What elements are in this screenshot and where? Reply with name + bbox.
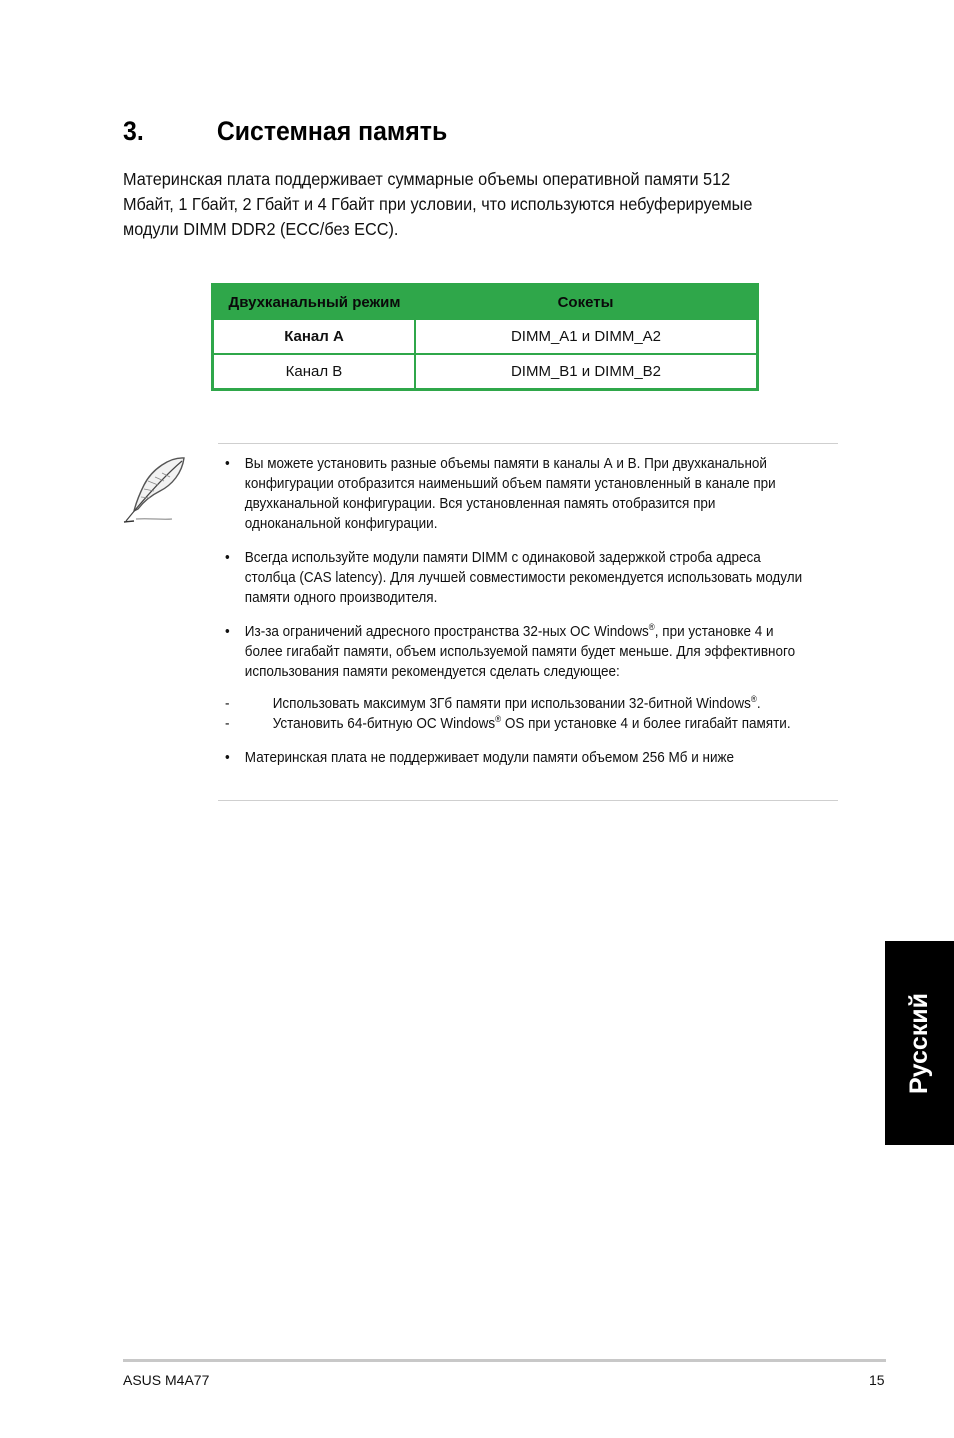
registered-mark: ® <box>648 622 655 632</box>
registered-mark: ® <box>750 694 757 704</box>
table-cell-sockets: DIMM_A1 и DIMM_A2 <box>415 319 758 354</box>
table-header-mode: Двухканальный режим <box>228 293 401 311</box>
note-text-part: , при установке 4 и более гигабайт памяти, объем используемой памяти будет меньше. Для эффективного использования памяти рекомендуется сделать следующее: <box>244 623 796 680</box>
table-cell-channel: Канал В <box>213 354 416 390</box>
memory-channel-table <box>211 283 759 391</box>
table-header-sockets: Сокеты <box>557 293 614 311</box>
bullet-marker: • <box>225 549 230 566</box>
bullet-marker: • <box>225 749 230 766</box>
note-text-part: Установить 64-битную ОС Windows <box>272 715 496 732</box>
note-text: Материнская плата не поддерживает модули памяти объемом 256 Мб и ниже <box>244 749 735 766</box>
note-text: Вы можете установить разные объемы памяти в каналы А и В. При двухканальной конфигурации отобразится наименьший объем памяти установленный в канале при двухканальной конфигурации. Вся установленная память отобразится при одноканальной конфигурации. <box>244 455 776 532</box>
table-row <box>213 319 758 354</box>
list-item <box>225 548 810 608</box>
note-text: Всегда используйте модули памяти DIMM с одинаковой задержкой строба адреса столбца (CAS latency). Для лучшей совместимости рекомендуется использовать модули памяти одного производителя. <box>244 549 803 606</box>
intro-paragraph: Материнская плата поддерживает суммарные объемы оперативной памяти 512 Мбайт, 1 Гбайт, 2 Гбайт и 4 Гбайт при условии, что используются небуферируемые модули DIMM DDR2 (ECC/без ECC). <box>123 169 753 239</box>
dash-marker: - <box>225 715 230 732</box>
note-text-part: OS при установке 4 и более гигабайт памяти. <box>501 715 791 732</box>
language-label: Русский <box>905 992 934 1094</box>
bullet-marker: • <box>225 623 230 640</box>
registered-mark: ® <box>495 714 502 724</box>
sub-item-text <box>273 695 761 712</box>
notes-list <box>225 454 810 782</box>
note-text <box>245 623 795 680</box>
table-header-row <box>213 285 758 320</box>
list-item <box>225 622 810 682</box>
sub-list-item <box>225 714 810 734</box>
sub-item-text <box>273 715 791 732</box>
section-heading <box>123 116 447 147</box>
section-number: 3. <box>123 116 144 146</box>
notes-top-divider <box>218 443 838 444</box>
dash-marker: - <box>225 695 230 712</box>
notes-bottom-divider <box>218 800 838 801</box>
table-cell-channel: Канал А <box>213 319 416 354</box>
section-title: Системная память <box>216 116 448 146</box>
note-text-part: Использовать максимум 3Гб памяти при использовании 32-битной Windows <box>272 695 751 712</box>
bullet-marker: • <box>225 455 230 472</box>
language-side-tab <box>885 941 954 1145</box>
list-item <box>225 454 810 534</box>
footer-product: ASUS M4A77 <box>123 1372 210 1388</box>
table-cell-sockets: DIMM_B1 и DIMM_B2 <box>415 354 758 390</box>
table-row <box>213 354 758 390</box>
feather-pen-icon <box>122 455 190 525</box>
footer-divider <box>123 1359 886 1362</box>
sub-list <box>225 694 810 734</box>
note-text-part: Из-за ограничений адресного пространства 32-ных ОС Windows <box>244 623 649 640</box>
page-number: 15 <box>869 1372 885 1388</box>
note-text-part: . <box>756 695 761 712</box>
list-item <box>225 748 810 768</box>
sub-list-item <box>225 694 810 714</box>
